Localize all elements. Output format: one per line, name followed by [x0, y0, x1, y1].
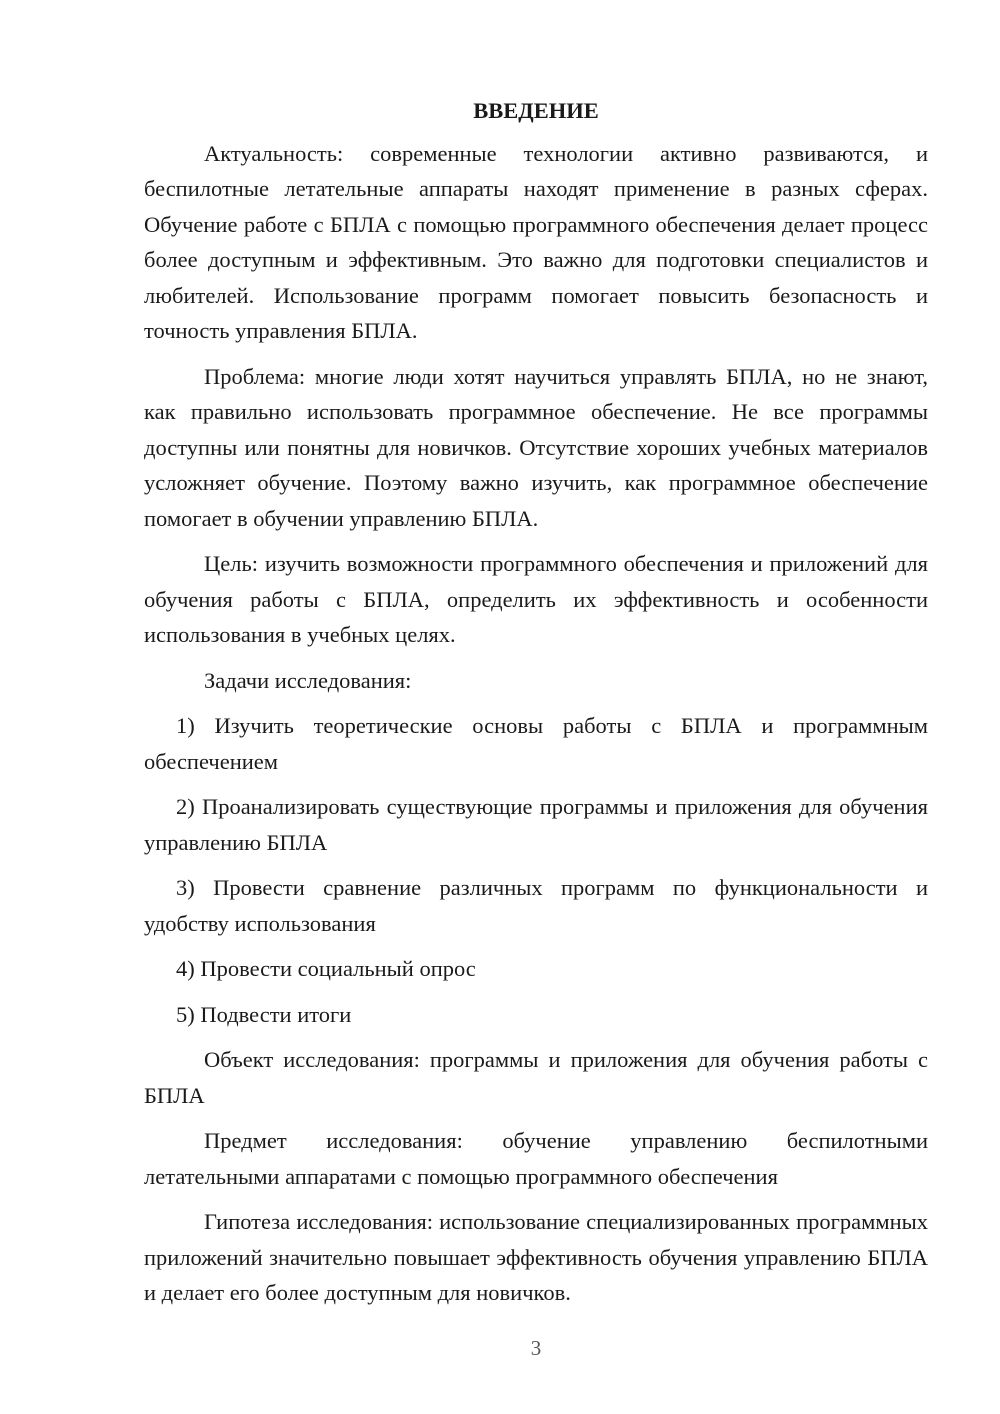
page-number: 3 — [530, 1336, 542, 1360]
paragraph-relevance: Актуальность: современные технологии активно развиваются, и беспилотные летательные аппараты находят применение в разных сферах. Обучение работе с БПЛА с помощью программного обеспечения делает процесс более доступным и эффективным. Это важно для подготовки специалистов и любителей. Использование программ помогает повысить безопасность и точность управления БПЛА. — [144, 140, 928, 343]
page-content — [144, 93, 928, 1321]
paragraph-object: Объект исследования: программы и приложения для обучения работы с БПЛА — [144, 1047, 928, 1108]
paragraph-goal: Цель: изучить возможности программного обеспечения и приложений для обучения работы с БПЛА, определить их эффективность и особенности использования в учебных целях. — [144, 551, 928, 647]
task-item-2: 2) Проанализировать существующие программы и приложения для обучения управлению БПЛА — [144, 794, 928, 855]
paragraph-hypothesis: Гипотеза исследования: использование специализированных программных приложений значительно повышает эффективность обучения управлению БПЛА и делает его более доступным для новичков. — [144, 1209, 928, 1305]
task-item-3: 3) Провести сравнение различных программ по функциональности и удобству использования — [144, 875, 928, 936]
paragraph-subject: Предмет исследования: обучение управлению беспилотными летательными аппаратами с помощью программного обеспечения — [144, 1128, 928, 1189]
page-title: ВВЕДЕНИЕ — [473, 98, 599, 123]
task-item-1: 1) Изучить теоретические основы работы с БПЛА и программным обеспечением — [144, 713, 928, 774]
task-item-4: 4) Провести социальный опрос — [176, 956, 476, 981]
task-item-5: 5) Подвести итоги — [176, 1001, 352, 1027]
paragraph-problem: Проблема: многие люди хотят научиться управлять БПЛА, но не знают, как правильно использовать программное обеспечение. Не все программы доступны или понятны для новичков. Отсутствие хороших учебных материалов усложняет обучение. Поэтому важно изучить, как программное обеспечение помогает в обучении управлению БПЛА. — [144, 363, 928, 531]
tasks-heading: Задачи исследования: — [204, 667, 412, 693]
